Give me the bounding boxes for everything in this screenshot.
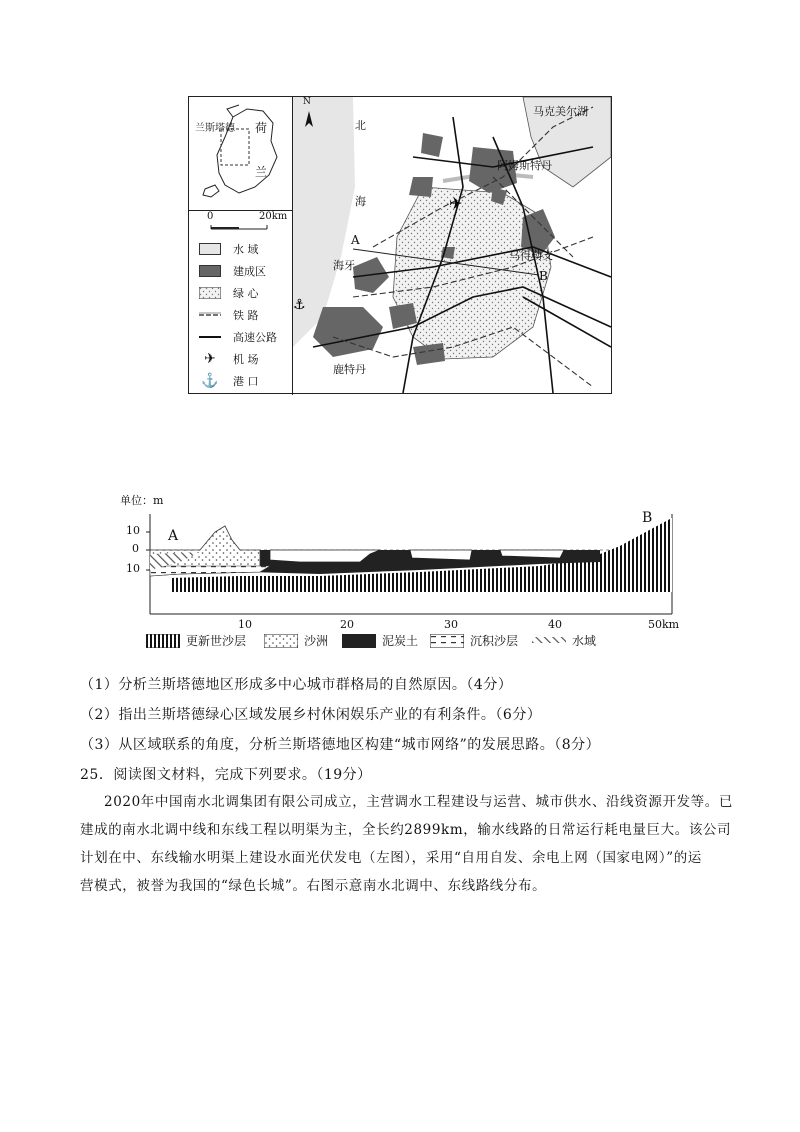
paragraph-line: 建成的南水北调中线和东线工程以明渠为主，全长约2899km，输水线路的日常运行耗电量巨大。该公司 — [80, 822, 732, 838]
sediment-swatch — [430, 634, 464, 648]
cross-section-drawing — [120, 492, 690, 652]
section-legend — [146, 630, 626, 650]
paragraph-line: 营模式，被誉为我国的“绿色长城”。右图示意南水北调中、东线路线分布。 — [80, 878, 547, 894]
sediment-layer — [150, 566, 270, 576]
legend-item-airport — [199, 351, 259, 367]
paragraph-line: 2020年中国南水北调集团有限公司成立，主营调水工程建设与运营、城市供水、沿线资源开发等。已 — [104, 794, 733, 810]
x-tick-50km: 50km — [648, 618, 680, 631]
water-swatch — [199, 243, 221, 255]
sea-label-2: 海 — [355, 195, 366, 208]
question-25-heading: 25．阅读图文材料，完成下列要求。（19分） — [80, 767, 372, 783]
port-marker-icon: ⚓ — [293, 297, 306, 313]
legend-label: 泥炭土 — [382, 634, 419, 648]
green-heart-swatch — [199, 287, 221, 299]
point-b-label: B — [539, 269, 548, 283]
legend-item-sediment — [430, 632, 518, 649]
legend-item-pleistocene — [146, 632, 246, 649]
legend-label: 机 场 — [233, 353, 259, 366]
sea-label-1: 北 — [355, 119, 366, 132]
main-map-drawing — [293, 97, 611, 393]
sandbar-swatch — [264, 634, 298, 648]
legend-label: 沉积沙层 — [470, 634, 519, 648]
section-point-b: B — [642, 510, 653, 526]
legend-item-water — [532, 632, 596, 649]
inset-country-char-1: 荷 — [255, 121, 268, 135]
section-unit-label: 单位：m — [120, 494, 164, 507]
north-label: N — [303, 97, 311, 107]
regional-map — [188, 96, 612, 394]
legend-label: 铁 路 — [233, 309, 259, 322]
legend-item-green — [199, 285, 259, 301]
legend-item-port — [199, 373, 259, 389]
legend-item-highway — [199, 329, 277, 345]
x-tick-10: 10 — [238, 618, 252, 631]
scale-end: 20km — [259, 211, 288, 222]
the-hague-label: 海牙 — [333, 259, 355, 272]
legend-item-sandbar — [264, 632, 328, 649]
y-tick-0: 0 — [132, 542, 139, 555]
legend-item-built — [199, 263, 266, 279]
y-tick-10-bottom: 10 — [126, 562, 140, 575]
x-tick-20: 20 — [340, 618, 354, 631]
legend-item-water — [199, 241, 259, 257]
legend-label: 高速公路 — [233, 331, 277, 344]
legend-label: 水域 — [572, 634, 597, 648]
question-3: （3）从区域联系的角度，分析兰斯塔德地区构建“城市网络”的发展思路。（8分） — [80, 737, 601, 753]
utrecht-label: 乌得勒支 — [509, 249, 553, 262]
built-swatch — [199, 265, 221, 277]
question-2: （2）指出兰斯塔德绿心区域发展乡村休闲娱乐产业的有利条件。（6分） — [80, 707, 542, 723]
point-a-label: A — [351, 233, 360, 247]
legend-item-rail — [199, 307, 259, 323]
legend-label: 绿 心 — [233, 287, 259, 300]
x-tick-30: 30 — [444, 618, 458, 631]
airport-marker-icon: ✈ — [449, 194, 463, 213]
peat-swatch — [342, 634, 376, 648]
locator-inset-map — [189, 97, 293, 211]
y-tick-10-top: 10 — [126, 524, 140, 537]
railway-icon — [199, 309, 221, 321]
inset-country-char-2: 兰 — [255, 165, 268, 179]
anchor-icon: ⚓ — [201, 373, 219, 389]
legend-label: 建成区 — [233, 265, 266, 278]
legend-label: 港 口 — [233, 375, 259, 388]
netherlands-outline — [189, 97, 293, 211]
pleistocene-swatch — [146, 634, 180, 648]
legend-label: 沙洲 — [304, 634, 329, 648]
x-tick-40: 40 — [548, 618, 562, 631]
paragraph-line: 计划在中、东线输水明渠上建设水面光伏发电（左图），采用“自用自发、余电上网（国家电网）”的运 — [80, 850, 702, 866]
highway-icon — [199, 331, 221, 343]
amsterdam-label: 阿姆斯特丹 — [497, 159, 552, 172]
section-point-a: A — [168, 528, 179, 544]
scale-zero: 0 — [207, 211, 214, 222]
legend-label: 更新世沙层 — [186, 634, 247, 648]
rotterdam-label: 鹿特丹 — [333, 363, 366, 376]
markermeer-label: 马克美尔湖 — [533, 105, 588, 118]
material-paragraph — [80, 788, 733, 900]
inset-label-randstad: 兰斯塔德 — [195, 123, 235, 134]
water-swatch — [532, 634, 566, 648]
geologic-cross-section — [120, 492, 690, 652]
map-legend — [189, 211, 293, 395]
airplane-icon: ✈ — [204, 351, 216, 367]
question-1: （1）分析兰斯塔德地区形成多中心城市群格局的自然原因。（4分） — [80, 677, 513, 693]
legend-label: 水 域 — [233, 243, 259, 256]
legend-item-peat — [342, 632, 418, 649]
main-map — [293, 97, 611, 393]
